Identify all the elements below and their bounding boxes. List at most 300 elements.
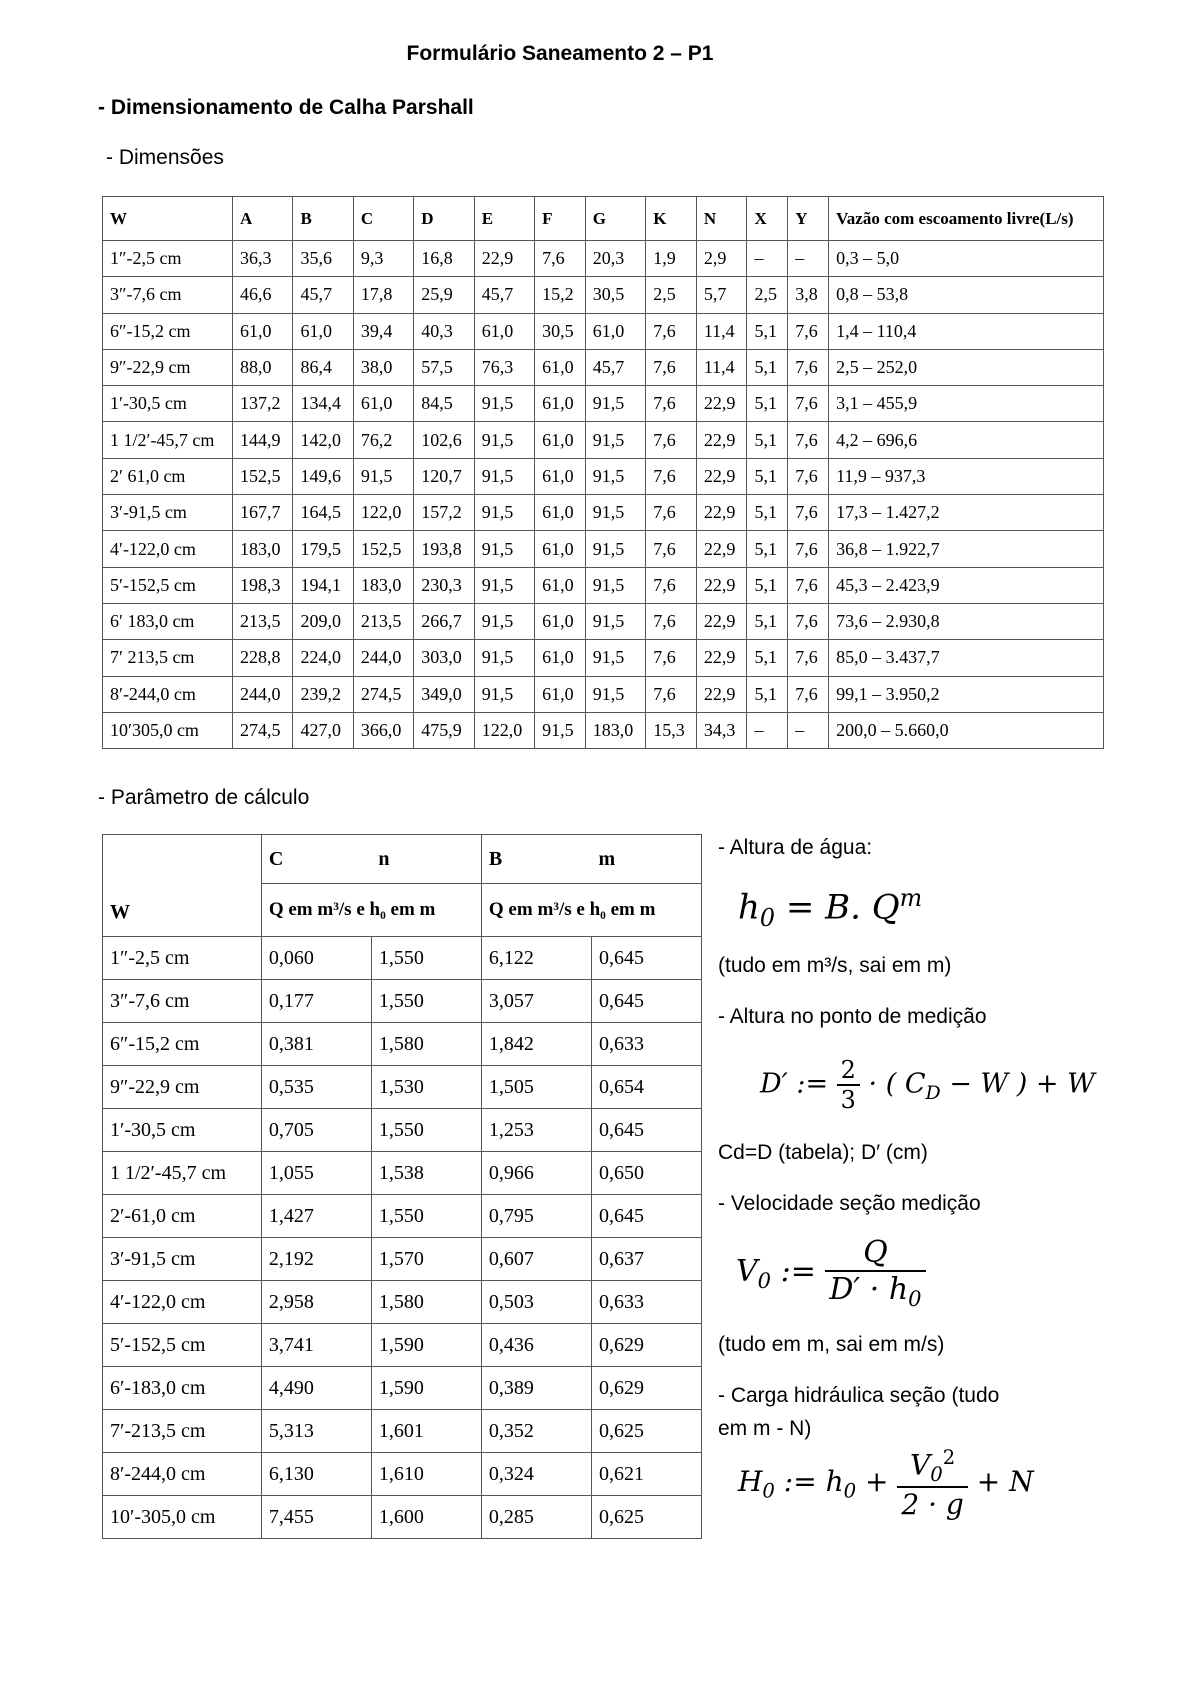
- table-cell: 91,5: [474, 422, 534, 458]
- table-cell: 7,6: [646, 386, 697, 422]
- table-cell: 91,5: [474, 603, 534, 639]
- table-row: [103, 1238, 702, 1281]
- header-cell: W: [103, 197, 233, 241]
- table-cell: 0,3 – 5,0: [829, 241, 1104, 277]
- table-cell: 61,0: [535, 567, 586, 603]
- table-cell: 0,629: [591, 1324, 701, 1367]
- table-cell: 7,6: [646, 676, 697, 712]
- table-cell: 91,5: [585, 386, 645, 422]
- formula-exp: 2: [942, 1446, 956, 1469]
- table-row: [103, 980, 702, 1023]
- table-cell: 137,2: [233, 386, 293, 422]
- table-cell: 134,4: [293, 386, 353, 422]
- table-cell: 274,5: [353, 676, 413, 712]
- table-cell: 7′-213,5 cm: [103, 1410, 262, 1453]
- table-cell: 15,2: [535, 277, 586, 313]
- table-row: [103, 495, 1104, 531]
- table-cell: 73,6 – 2.930,8: [829, 603, 1104, 639]
- table-cell: 88,0: [233, 349, 293, 385]
- table-cell: 11,4: [696, 349, 747, 385]
- table-row: [103, 1066, 702, 1109]
- table-cell: 16,8: [414, 241, 474, 277]
- table-cell: 76,3: [474, 349, 534, 385]
- table-cell: 0,795: [481, 1195, 591, 1238]
- table-cell: 228,8: [233, 640, 293, 676]
- table-cell: 61,0: [585, 313, 645, 349]
- table-cell: 1,842: [481, 1023, 591, 1066]
- table-cell: 7,6: [646, 531, 697, 567]
- table-cell: 0,645: [591, 980, 701, 1023]
- table-cell: 22,9: [696, 676, 747, 712]
- table-cell: 149,6: [293, 458, 353, 494]
- table-cell: 239,2: [293, 676, 353, 712]
- table-cell: –: [747, 712, 788, 748]
- formula-term: + N: [967, 1464, 1034, 1498]
- subsection-dimensoes: - Dimensões: [106, 146, 224, 169]
- table-cell: 0,645: [591, 937, 701, 980]
- table-cell: 45,7: [474, 277, 534, 313]
- table-cell: 1,9: [646, 241, 697, 277]
- table-cell: 213,5: [233, 603, 293, 639]
- table-cell: 1′-30,5 cm: [103, 1109, 262, 1152]
- table-cell: 22,9: [474, 241, 534, 277]
- table-cell: 230,3: [414, 567, 474, 603]
- formula-medicao: [760, 1056, 1095, 1114]
- table-cell: 6,122: [481, 937, 591, 980]
- fraction-numerator: 2: [840, 1056, 856, 1084]
- table-cell: 84,5: [414, 386, 474, 422]
- header-cell: Y: [788, 197, 829, 241]
- table-cell: 7,6: [646, 313, 697, 349]
- table-cell: –: [788, 241, 829, 277]
- table-cell: 38,0: [353, 349, 413, 385]
- table-cell: 9,3: [353, 241, 413, 277]
- table-row: [103, 1195, 702, 1238]
- table-cell: 7,6: [788, 313, 829, 349]
- table-cell: 36,8 – 1.922,7: [829, 531, 1104, 567]
- table-cell: 1″-2,5 cm: [103, 937, 262, 980]
- table-header-row: [103, 197, 1104, 241]
- table-cell: 61,0: [535, 422, 586, 458]
- table-cell: 61,0: [535, 386, 586, 422]
- table-cell: 1,590: [371, 1367, 481, 1410]
- table-cell: 6′-183,0 cm: [103, 1367, 262, 1410]
- table-cell: 61,0: [535, 495, 586, 531]
- table-cell: 0,060: [261, 937, 371, 980]
- table-cell: 183,0: [233, 531, 293, 567]
- table-cell: 36,3: [233, 241, 293, 277]
- header-cell-w: W: [103, 835, 262, 937]
- header-cell: C: [353, 197, 413, 241]
- table-cell: 46,6: [233, 277, 293, 313]
- table-cell: 1,580: [371, 1281, 481, 1324]
- header-cell: N: [696, 197, 747, 241]
- table-cell: 40,3: [414, 313, 474, 349]
- dimensions-table: [102, 196, 1104, 749]
- table-cell: 3″-7,6 cm: [103, 277, 233, 313]
- table-cell: 1,530: [371, 1066, 481, 1109]
- table-cell: 0,650: [591, 1152, 701, 1195]
- header-unit-bm: Q em m³/s e h₀ em m: [481, 884, 701, 937]
- formula-sub: 0: [843, 1479, 857, 1503]
- header-cell: Vazão com escoamento livre(L/s): [829, 197, 1104, 241]
- header-cell: X: [747, 197, 788, 241]
- table-cell: 5,1: [747, 349, 788, 385]
- formula-exp: m: [899, 884, 923, 912]
- table-cell: 5,1: [747, 640, 788, 676]
- table-cell: 61,0: [535, 458, 586, 494]
- table-cell: 61,0: [293, 313, 353, 349]
- table-cell: 57,5: [414, 349, 474, 385]
- header-cell-b: B: [481, 835, 591, 884]
- table-cell: 91,5: [474, 676, 534, 712]
- table-cell: 2,9: [696, 241, 747, 277]
- formula-velocidade: [736, 1235, 926, 1311]
- table-cell: 1,580: [371, 1023, 481, 1066]
- table-cell: 144,9: [233, 422, 293, 458]
- table-cell: 3′-91,5 cm: [103, 1238, 262, 1281]
- table-cell: 303,0: [414, 640, 474, 676]
- table-cell: 4′-122,0 cm: [103, 531, 233, 567]
- formula-altura: [738, 884, 922, 932]
- table-row: [103, 1453, 702, 1496]
- header-cell: A: [233, 197, 293, 241]
- table-cell: 0,637: [591, 1238, 701, 1281]
- table-cell: 5,1: [747, 567, 788, 603]
- formula-sub: 0: [762, 1479, 775, 1503]
- fraction-denominator: 3: [837, 1084, 860, 1114]
- table-cell: 5,1: [747, 422, 788, 458]
- formula-term: V: [910, 1448, 931, 1482]
- table-cell: 91,5: [585, 567, 645, 603]
- table-cell: 6″-15,2 cm: [103, 313, 233, 349]
- table-cell: 30,5: [535, 313, 586, 349]
- table-cell: 102,6: [414, 422, 474, 458]
- formula-fraction: [897, 1446, 967, 1521]
- table-cell: 7,6: [646, 458, 697, 494]
- formula-sub: 0: [930, 1462, 943, 1486]
- table-cell: 3,057: [481, 980, 591, 1023]
- table-cell: 0,8 – 53,8: [829, 277, 1104, 313]
- table-cell: 179,5: [293, 531, 353, 567]
- table-row: [103, 458, 1104, 494]
- table-cell: 183,0: [353, 567, 413, 603]
- altura-note: (tudo em m³/s, sai em m): [718, 954, 952, 977]
- table-cell: 10′-305,0 cm: [103, 1496, 262, 1539]
- table-cell: 5,1: [747, 313, 788, 349]
- table-cell: 3,1 – 455,9: [829, 386, 1104, 422]
- table-cell: 1,538: [371, 1152, 481, 1195]
- formula-term: D′ · h: [829, 1272, 909, 1307]
- table-cell: 10′305,0 cm: [103, 712, 233, 748]
- table-cell: 45,3 – 2.423,9: [829, 567, 1104, 603]
- table-row: [103, 422, 1104, 458]
- table-cell: 45,7: [585, 349, 645, 385]
- table-row: [103, 937, 702, 980]
- table-cell: 5,1: [747, 676, 788, 712]
- table-cell: 61,0: [353, 386, 413, 422]
- document-title: Formulário Saneamento 2 – P1: [406, 42, 714, 65]
- table-row: [103, 1367, 702, 1410]
- table-row: [103, 1496, 702, 1539]
- table-row: [103, 1410, 702, 1453]
- table-cell: 91,5: [585, 640, 645, 676]
- header-cell: D: [414, 197, 474, 241]
- table-row: [103, 603, 1104, 639]
- table-cell: 3,741: [261, 1324, 371, 1367]
- altura-title: - Altura de água:: [718, 836, 873, 859]
- table-cell: 11,4: [696, 313, 747, 349]
- table-cell: 1″-2,5 cm: [103, 241, 233, 277]
- header-cell-m: m: [591, 835, 701, 884]
- table-cell: 1,505: [481, 1066, 591, 1109]
- fraction-denominator: 2 · g: [897, 1486, 967, 1521]
- table-cell: 2′-61,0 cm: [103, 1195, 262, 1238]
- formula-term: V: [736, 1254, 758, 1289]
- table-cell: 8′-244,0 cm: [103, 1453, 262, 1496]
- table-cell: 61,0: [535, 640, 586, 676]
- table-cell: 0,352: [481, 1410, 591, 1453]
- table-cell: 7,455: [261, 1496, 371, 1539]
- table-row: [103, 277, 1104, 313]
- formula-fraction: [825, 1235, 925, 1311]
- table-cell: 7,6: [788, 386, 829, 422]
- table-cell: 0,381: [261, 1023, 371, 1066]
- formula-term: · ( C: [859, 1068, 926, 1100]
- table-cell: 5′-152,5 cm: [103, 567, 233, 603]
- table-cell: 266,7: [414, 603, 474, 639]
- table-cell: 2,5 – 252,0: [829, 349, 1104, 385]
- table-row: [103, 1152, 702, 1195]
- table-cell: 20,3: [585, 241, 645, 277]
- table-cell: 34,3: [696, 712, 747, 748]
- formula-term: :=: [771, 1254, 826, 1289]
- table-cell: 0,625: [591, 1410, 701, 1453]
- table-cell: 2,5: [646, 277, 697, 313]
- velocidade-note: (tudo em m, sai em m/s): [718, 1333, 945, 1356]
- fraction-numerator: Q: [863, 1235, 888, 1270]
- table-cell: 4′-122,0 cm: [103, 1281, 262, 1324]
- table-cell: 194,1: [293, 567, 353, 603]
- table-cell: 61,0: [535, 676, 586, 712]
- table-cell: 7,6: [788, 495, 829, 531]
- table-cell: 7,6: [646, 640, 697, 676]
- table-cell: 15,3: [646, 712, 697, 748]
- table-cell: 22,9: [696, 531, 747, 567]
- header-cell: B: [293, 197, 353, 241]
- formula-term: h: [738, 887, 760, 928]
- formula-carga: [738, 1446, 1034, 1521]
- table-cell: 8′-244,0 cm: [103, 676, 233, 712]
- table-cell: 91,5: [474, 640, 534, 676]
- table-cell: 5,313: [261, 1410, 371, 1453]
- table-cell: 91,5: [585, 458, 645, 494]
- table-cell: 2,5: [747, 277, 788, 313]
- table-cell: 7,6: [646, 603, 697, 639]
- table-cell: 198,3: [233, 567, 293, 603]
- table-cell: 0,503: [481, 1281, 591, 1324]
- parameters-table: [102, 834, 702, 1539]
- table-cell: 1,590: [371, 1324, 481, 1367]
- table-cell: 1,550: [371, 1195, 481, 1238]
- table-cell: 122,0: [474, 712, 534, 748]
- table-cell: 1,550: [371, 937, 481, 980]
- table-cell: 22,9: [696, 603, 747, 639]
- header-cell: F: [535, 197, 586, 241]
- table-row: [103, 676, 1104, 712]
- table-cell: 427,0: [293, 712, 353, 748]
- table-cell: 7,6: [788, 640, 829, 676]
- table-cell: 1,253: [481, 1109, 591, 1152]
- table-cell: 1 1/2′-45,7 cm: [103, 1152, 262, 1195]
- table-cell: 3,8: [788, 277, 829, 313]
- table-cell: 120,7: [414, 458, 474, 494]
- table-cell: 25,9: [414, 277, 474, 313]
- table-cell: 0,654: [591, 1066, 701, 1109]
- table-cell: 0,633: [591, 1281, 701, 1324]
- table-cell: 0,177: [261, 980, 371, 1023]
- table-row: [103, 640, 1104, 676]
- table-cell: 5,1: [747, 495, 788, 531]
- table-cell: 1,600: [371, 1496, 481, 1539]
- table-cell: 0,645: [591, 1195, 701, 1238]
- table-cell: 1,4 – 110,4: [829, 313, 1104, 349]
- table-cell: 7,6: [788, 458, 829, 494]
- table-cell: 6,130: [261, 1453, 371, 1496]
- table-cell: 91,5: [474, 386, 534, 422]
- table-cell: 0,436: [481, 1324, 591, 1367]
- table-cell: 122,0: [353, 495, 413, 531]
- section-heading-parshall: - Dimensionamento de Calha Parshall: [98, 96, 474, 119]
- table-cell: 22,9: [696, 422, 747, 458]
- table-row: [103, 712, 1104, 748]
- table-cell: 0,629: [591, 1367, 701, 1410]
- table-cell: 274,5: [233, 712, 293, 748]
- table-cell: 213,5: [353, 603, 413, 639]
- table-cell: 7,6: [788, 567, 829, 603]
- table-cell: 7,6: [788, 676, 829, 712]
- table-cell: 99,1 – 3.950,2: [829, 676, 1104, 712]
- medicao-note: Cd=D (tabela); D′ (cm): [718, 1141, 928, 1164]
- table-cell: 1,610: [371, 1453, 481, 1496]
- table-cell: 0,285: [481, 1496, 591, 1539]
- table-cell: 61,0: [474, 313, 534, 349]
- table-cell: 1,550: [371, 1109, 481, 1152]
- table-cell: 3″-7,6 cm: [103, 980, 262, 1023]
- table-row: [103, 1281, 702, 1324]
- table-cell: 11,9 – 937,3: [829, 458, 1104, 494]
- table-cell: 76,2: [353, 422, 413, 458]
- table-cell: 9″-22,9 cm: [103, 1066, 262, 1109]
- table-cell: 17,3 – 1.427,2: [829, 495, 1104, 531]
- table-cell: 45,7: [293, 277, 353, 313]
- table-cell: 0,966: [481, 1152, 591, 1195]
- table-cell: 0,535: [261, 1066, 371, 1109]
- table-cell: 22,9: [696, 640, 747, 676]
- table-cell: 2,958: [261, 1281, 371, 1324]
- formula-sub: 0: [759, 904, 776, 933]
- table-cell: 91,5: [353, 458, 413, 494]
- table-cell: 35,6: [293, 241, 353, 277]
- velocidade-title: - Velocidade seção medição: [718, 1192, 981, 1215]
- carga-title-line1: - Carga hidráulica seção (tudo: [718, 1384, 1000, 1407]
- table-cell: 157,2: [414, 495, 474, 531]
- header-cell: G: [585, 197, 645, 241]
- table-cell: 7,6: [646, 567, 697, 603]
- table-row: [103, 531, 1104, 567]
- table-cell: 5,1: [747, 531, 788, 567]
- table-cell: 91,5: [585, 495, 645, 531]
- table-cell: 3′-91,5 cm: [103, 495, 233, 531]
- table-cell: 5,1: [747, 603, 788, 639]
- table-cell: 1,601: [371, 1410, 481, 1453]
- table-cell: 152,5: [233, 458, 293, 494]
- table-cell: 7,6: [646, 422, 697, 458]
- table-cell: 85,0 – 3.437,7: [829, 640, 1104, 676]
- table-cell: –: [788, 712, 829, 748]
- header-unit-cn: Q em m³/s e h₀ em m: [261, 884, 481, 937]
- table-cell: 209,0: [293, 603, 353, 639]
- table-cell: 244,0: [353, 640, 413, 676]
- table-cell: 193,8: [414, 531, 474, 567]
- table-cell: 61,0: [535, 349, 586, 385]
- table-cell: 39,4: [353, 313, 413, 349]
- table-cell: 1′-30,5 cm: [103, 386, 233, 422]
- table-cell: 5′-152,5 cm: [103, 1324, 262, 1367]
- table-cell: 0,389: [481, 1367, 591, 1410]
- table-cell: 22,9: [696, 567, 747, 603]
- table-cell: 91,5: [535, 712, 586, 748]
- table-row: [103, 1109, 702, 1152]
- table-cell: 7,6: [646, 495, 697, 531]
- table-cell: 167,7: [233, 495, 293, 531]
- table-cell: 2′ 61,0 cm: [103, 458, 233, 494]
- table-cell: 91,5: [474, 567, 534, 603]
- table-cell: 0,324: [481, 1453, 591, 1496]
- table-cell: 91,5: [474, 458, 534, 494]
- table-cell: 30,5: [585, 277, 645, 313]
- table-row: [103, 567, 1104, 603]
- table-cell: 22,9: [696, 495, 747, 531]
- table-cell: 0,625: [591, 1496, 701, 1539]
- table-cell: 61,0: [233, 313, 293, 349]
- table-cell: 7,6: [788, 531, 829, 567]
- table-cell: 1 1/2′-45,7 cm: [103, 422, 233, 458]
- section-heading-parametro: - Parâmetro de cálculo: [98, 786, 310, 809]
- table-cell: 91,5: [474, 495, 534, 531]
- formula-term: +: [856, 1464, 898, 1498]
- table-cell: 7,6: [788, 603, 829, 639]
- table-cell: 86,4: [293, 349, 353, 385]
- table-cell: 2,192: [261, 1238, 371, 1281]
- table-cell: 1,427: [261, 1195, 371, 1238]
- table-cell: 7,6: [535, 241, 586, 277]
- formula-sub: 0: [908, 1287, 922, 1311]
- header-cell-c: C: [261, 835, 371, 884]
- table-cell: 61,0: [535, 603, 586, 639]
- formula-sub: D: [925, 1081, 941, 1104]
- table-cell: 0,645: [591, 1109, 701, 1152]
- table-header-row: [103, 835, 702, 884]
- table-cell: 4,2 – 696,6: [829, 422, 1104, 458]
- table-cell: 152,5: [353, 531, 413, 567]
- header-cell: E: [474, 197, 534, 241]
- table-cell: 349,0: [414, 676, 474, 712]
- formula-term: H: [738, 1464, 763, 1498]
- header-cell-n: n: [371, 835, 481, 884]
- table-cell: 5,1: [747, 458, 788, 494]
- header-cell: K: [646, 197, 697, 241]
